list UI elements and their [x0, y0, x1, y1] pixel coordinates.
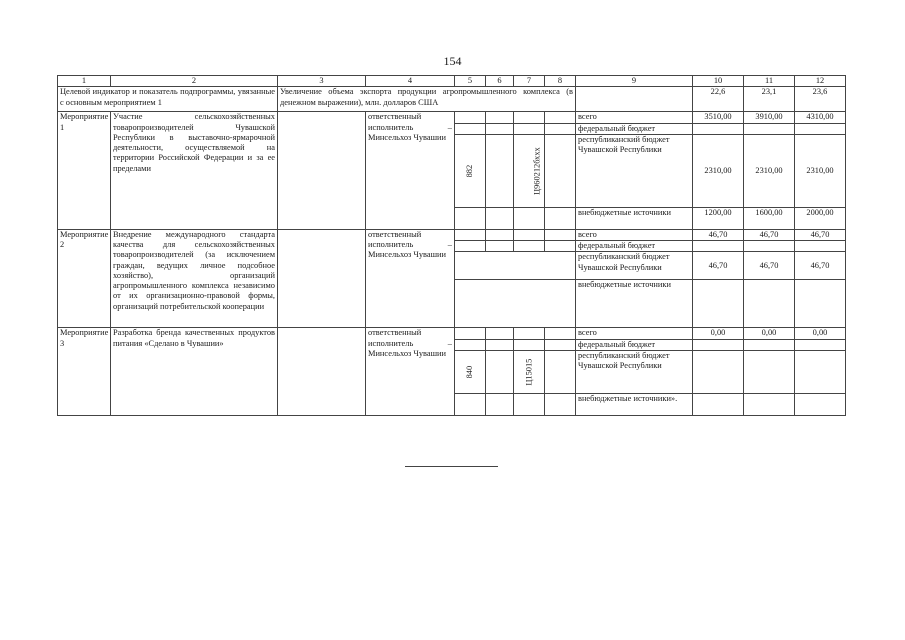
value-10: 46,70	[693, 229, 744, 240]
budget-code-text: Ц960212бххх	[532, 146, 542, 195]
source-label: республиканский бюджет Чувашской Республики	[576, 252, 693, 280]
value-11: 3910,00	[744, 112, 795, 123]
source-label: всего	[576, 112, 693, 123]
value-12: 2000,00	[795, 207, 846, 229]
indicator-text: Увеличение объема экспорта продукции агропромышленного комплекса (в денежном выражении), млн. долларов США	[278, 87, 576, 112]
budget-code-text: 882	[464, 164, 474, 178]
value-12	[795, 350, 846, 393]
col-header-2: 2	[111, 76, 278, 87]
source-label: федеральный бюджет	[576, 123, 693, 134]
source-label: внебюджетные источники».	[576, 393, 693, 415]
indicator-value-11: 23,1	[744, 87, 795, 112]
value-11: 1600,00	[744, 207, 795, 229]
activity-empty-col3	[278, 229, 366, 328]
col-header-4: 4	[366, 76, 455, 87]
budget-code-text: Ц15015	[523, 358, 533, 386]
activity-empty-col3	[278, 112, 366, 230]
col-header-7: 7	[514, 76, 545, 87]
col-header-1: 1	[58, 76, 111, 87]
page-number: 154	[443, 54, 462, 68]
value-10: 2310,00	[693, 134, 744, 207]
value-12: 46,70	[795, 252, 846, 280]
value-10	[693, 123, 744, 134]
activity-name: Мероприятие 3	[58, 328, 111, 416]
value-11	[744, 241, 795, 252]
indicator-value-10: 22,6	[693, 87, 744, 112]
budget-code-col5	[455, 134, 486, 207]
indicator-value-12: 23,6	[795, 87, 846, 112]
col-header-8: 8	[545, 76, 576, 87]
col-header-6: 6	[486, 76, 514, 87]
table-row	[58, 328, 846, 339]
value-10	[693, 393, 744, 415]
value-11	[744, 339, 795, 350]
value-11: 46,70	[744, 229, 795, 240]
value-11: 46,70	[744, 252, 795, 280]
activity-empty-col3	[278, 328, 366, 416]
value-12	[795, 393, 846, 415]
activity-executor: ответственный исполнитель – Минсельхоз Чувашии	[366, 328, 455, 416]
source-label: внебюджетные источники	[576, 207, 693, 229]
value-10	[693, 350, 744, 393]
indicator-row	[58, 87, 846, 112]
value-11	[744, 350, 795, 393]
indicator-label: Целевой индикатор и показатель подпрограммы, увязанные с основным мероприятием 1	[58, 87, 278, 112]
source-label: федеральный бюджет	[576, 339, 693, 350]
value-12	[795, 123, 846, 134]
activity-name: Мероприятие 2	[58, 229, 111, 328]
col-header-9: 9	[576, 76, 693, 87]
program-table	[57, 75, 846, 416]
table-row	[58, 229, 846, 240]
value-10	[693, 280, 744, 328]
value-12: 0,00	[795, 328, 846, 339]
value-12: 46,70	[795, 229, 846, 240]
table-row	[58, 112, 846, 123]
value-10: 1200,00	[693, 207, 744, 229]
value-11	[744, 393, 795, 415]
col-header-11: 11	[744, 76, 795, 87]
source-label: внебюджетные источники	[576, 280, 693, 328]
value-10: 3510,00	[693, 112, 744, 123]
value-10	[693, 241, 744, 252]
value-11: 2310,00	[744, 134, 795, 207]
source-label: республиканский бюджет Чувашской Республики	[576, 350, 693, 393]
value-11	[744, 123, 795, 134]
value-10	[693, 339, 744, 350]
activity-name: Мероприятие 1	[58, 112, 111, 230]
budget-code-col5	[455, 350, 486, 393]
value-12	[795, 241, 846, 252]
value-11: 0,00	[744, 328, 795, 339]
activity-executor: ответственный исполнитель – Минсельхоз Чувашии	[366, 112, 455, 230]
value-12: 4310,00	[795, 112, 846, 123]
budget-code-col7	[514, 350, 545, 393]
col-header-12: 12	[795, 76, 846, 87]
value-12: 2310,00	[795, 134, 846, 207]
source-label: федеральный бюджет	[576, 241, 693, 252]
indicator-empty	[576, 87, 693, 112]
activity-description: Разработка бренда качественных продуктов питания «Сделано в Чувашии»	[111, 328, 278, 416]
activity-description: Внедрение международного стандарта качества для сельскохозяйственных товаропроизводителей (за исключением граждан, ведущих личное подсобное хозяйство), организаций агропромышленного комплекса независимо от их организационно-правовой формы, организаций потребительской кооперации	[111, 229, 278, 328]
value-12	[795, 280, 846, 328]
col-header-10: 10	[693, 76, 744, 87]
value-12	[795, 339, 846, 350]
source-label: всего	[576, 328, 693, 339]
budget-code-text: 840	[464, 365, 474, 379]
budget-code-col7	[514, 134, 545, 207]
activity-executor: ответственный исполнитель – Минсельхоз Чувашии	[366, 229, 455, 328]
source-label: республиканский бюджет Чувашской Республики	[576, 134, 693, 207]
header-row	[58, 76, 846, 87]
value-10: 0,00	[693, 328, 744, 339]
value-11	[744, 280, 795, 328]
col-header-5: 5	[455, 76, 486, 87]
source-label: всего	[576, 229, 693, 240]
value-10: 46,70	[693, 252, 744, 280]
activity-description: Участие сельскохозяйственных товаропроизводителей Чувашской Республики в выставочно-ярмарочной деятельности, осуществляемой на территории Российской Федерации и за ее пределами	[111, 112, 278, 230]
col-header-3: 3	[278, 76, 366, 87]
footer-rule	[405, 466, 498, 467]
